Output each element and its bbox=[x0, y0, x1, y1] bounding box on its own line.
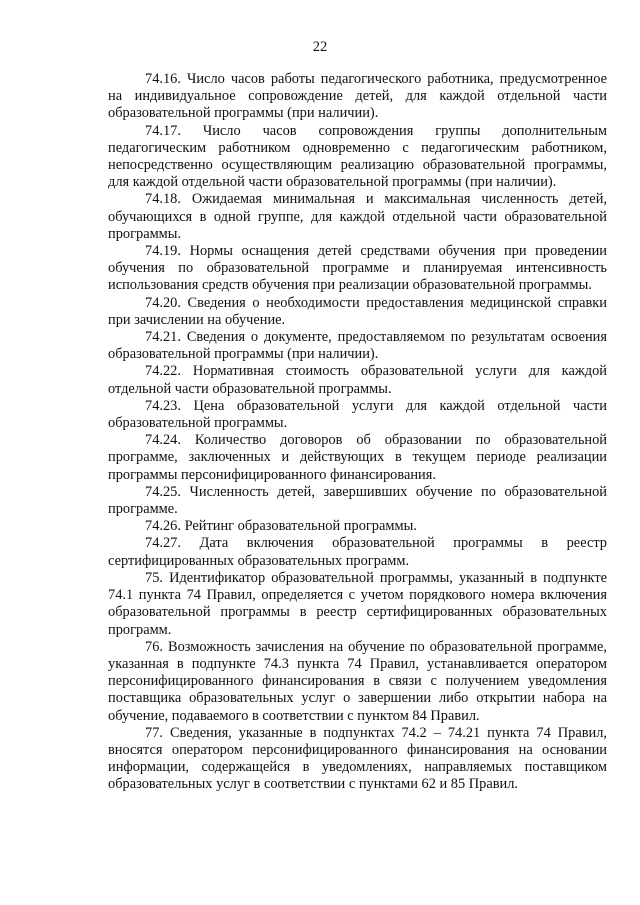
paragraph-74-16: 74.16. Число часов работы педагогического работника, предусмотренное на индивидуальное сопровождение детей, для каждой отдельной части образовательной программы (при наличии). bbox=[108, 71, 607, 122]
paragraph-74-19: 74.19. Нормы оснащения детей средствами обучения при проведении обучения по образовательной программе и планируемая интенсивность использования средств обучения при реализации образовательной программы. bbox=[108, 243, 607, 294]
paragraph-74-18: 74.18. Ожидаемая минимальная и максимальная численность детей, обучающихся в одной группе, для каждой отдельной части образовательной программы. bbox=[108, 191, 607, 242]
page-number: 22 bbox=[312, 39, 328, 55]
paragraph-74-23: 74.23. Цена образовательной услуги для каждой отдельной части образовательной программы. bbox=[108, 397, 607, 432]
document-body bbox=[108, 71, 607, 794]
paragraph-74-26: 74.26. Рейтинг образовательной программы. bbox=[145, 518, 417, 535]
paragraph-74-27: 74.27. Дата включения образовательной программы в реестр сертифицированных образовательных программ. bbox=[108, 535, 607, 569]
paragraph-75: 75. Идентификатор образовательной программы, указанный в подпункте 74.1 пункта 74 Правил, определяется с учетом порядкового номера включения образовательной программы в реестр сертифицированных образовательных программ. bbox=[108, 569, 607, 638]
paragraph-74-22: 74.22. Нормативная стоимость образовательной услуги для каждой отдельной части образовательной программы. bbox=[108, 363, 607, 397]
paragraph-74-25: 74.25. Численность детей, завершивших обучение по образовательной программе. bbox=[108, 483, 607, 518]
paragraph-74-17: 74.17. Число часов сопровождения группы дополнительным педагогическим работником одновременно с педагогическим работником, непосредственно осуществляющим реализацию образовательной программы, для каждой отдельной части образовательной программы (при наличии). bbox=[108, 122, 607, 191]
paragraph-77: 77. Сведения, указанные в подпунктах 74.2 – 74.21 пункта 74 Правил, вносятся оператором персонифицированного финансирования на основании информации, содержащейся в уведомлениях, направляемых поставщиком образовательных услуг в соответствии с пунктами 62 и 85 Правил. bbox=[108, 724, 607, 793]
paragraph-74-20: 74.20. Сведения о необходимости предоставления медицинской справки при зачислении на обучение. bbox=[108, 294, 607, 328]
paragraph-74-21: 74.21. Сведения о документе, предоставляемом по результатам освоения образовательной программы (при наличии). bbox=[108, 329, 607, 363]
paragraph-74-24: 74.24. Количество договоров об образовании по образовательной программе, заключенных и действующих в текущем периоде реализации программы персонифицированного финансирования. bbox=[108, 432, 607, 483]
paragraph-76: 76. Возможность зачисления на обучение по образовательной программе, указанная в подпункте 74.3 пункта 74 Правил, устанавливается оператором персонифицированного финансирования в связи с получением уведомления поставщика образовательных услуг о завершении либо открытии набора на обучение, подаваемого в соответствии с пунктом 84 Правил. bbox=[108, 638, 607, 724]
